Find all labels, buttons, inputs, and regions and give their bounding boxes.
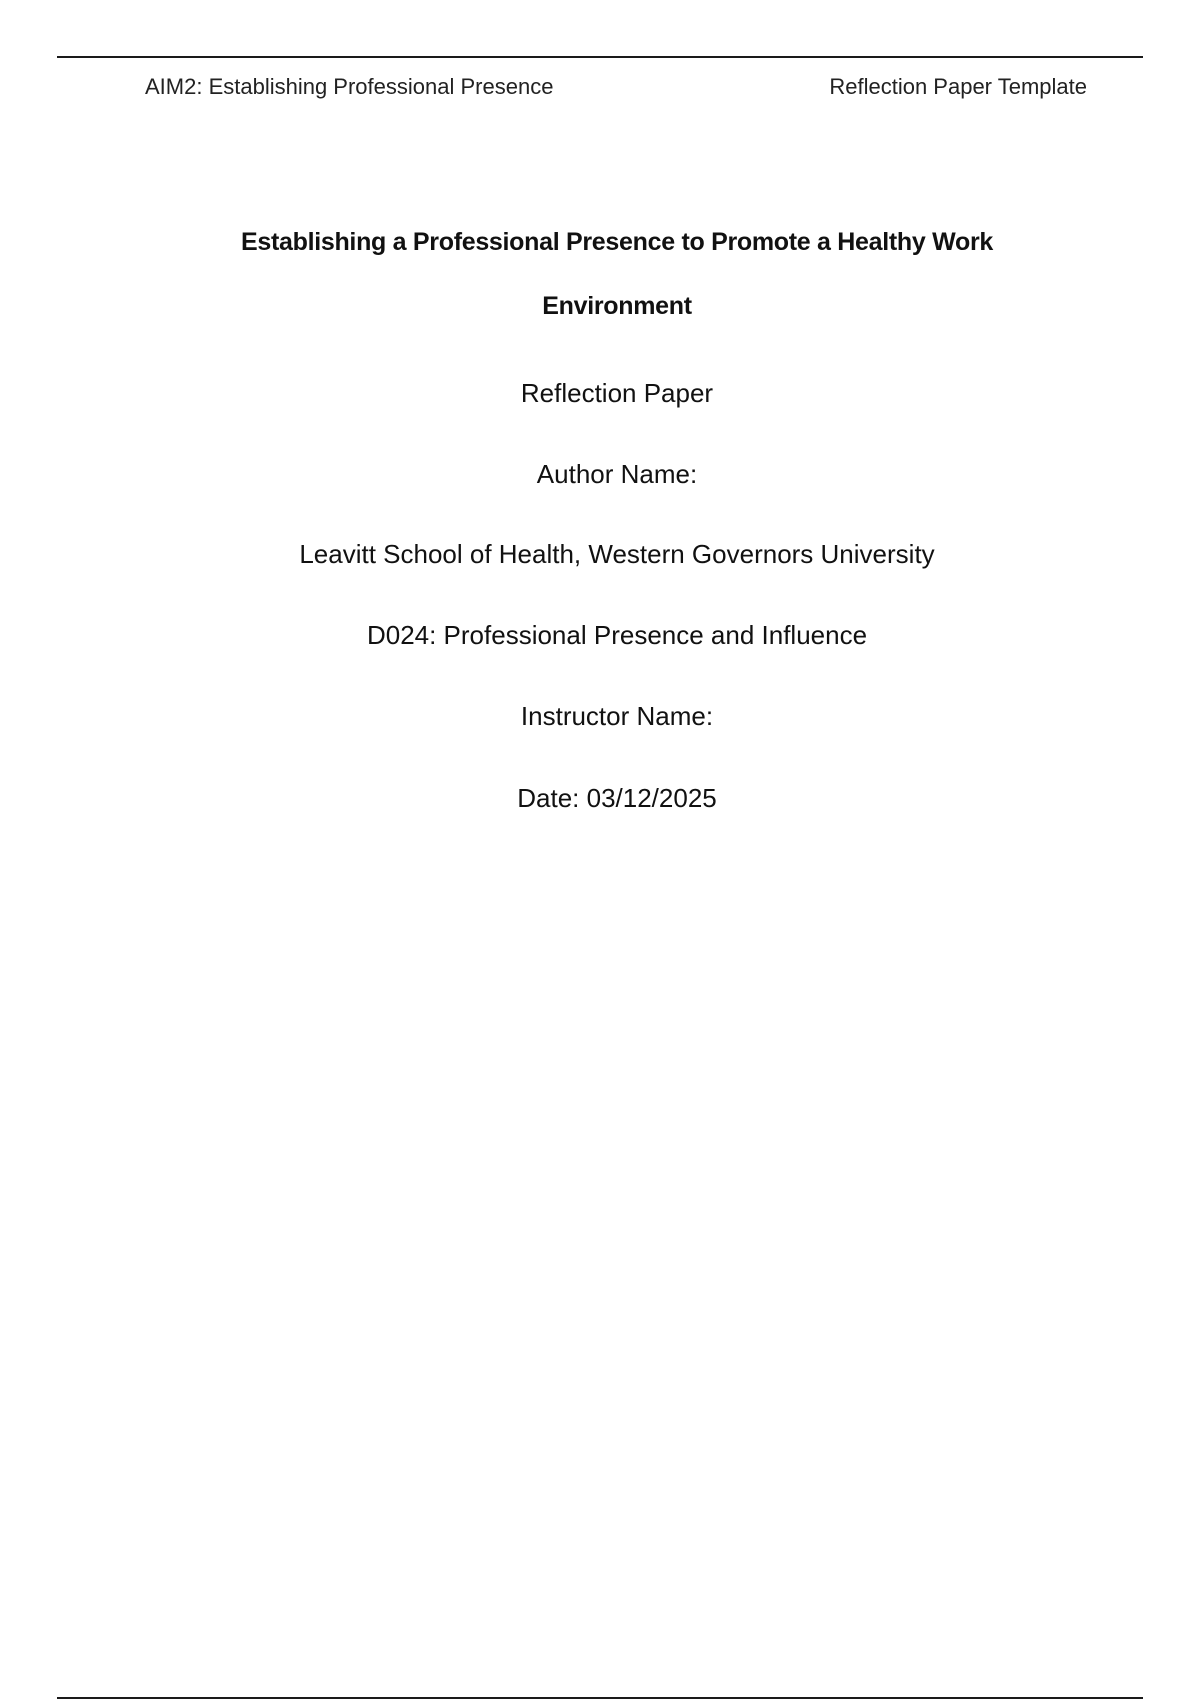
paper-title-line-2: Environment (542, 292, 692, 320)
footer-rule (57, 1697, 1143, 1699)
header-rule (57, 56, 1143, 58)
running-header-right: Reflection Paper Template (829, 74, 1087, 99)
paper-title (0, 210, 1200, 338)
paper-subtitle: Reflection Paper (520, 378, 714, 408)
author-name-line: Author Name: (536, 459, 698, 489)
institution-line: Leavitt School of Health, Western Governors University (299, 539, 935, 569)
running-header-left: AIM2: Establishing Professional Presence (145, 74, 554, 99)
instructor-name-line: Instructor Name: (520, 701, 714, 731)
paper-title-line-1: Establishing a Professional Presence to Promote a Healthy Work (240, 228, 993, 256)
course-line: D024: Professional Presence and Influence (366, 620, 868, 650)
date-line: Date: 03/12/2025 (517, 783, 717, 813)
